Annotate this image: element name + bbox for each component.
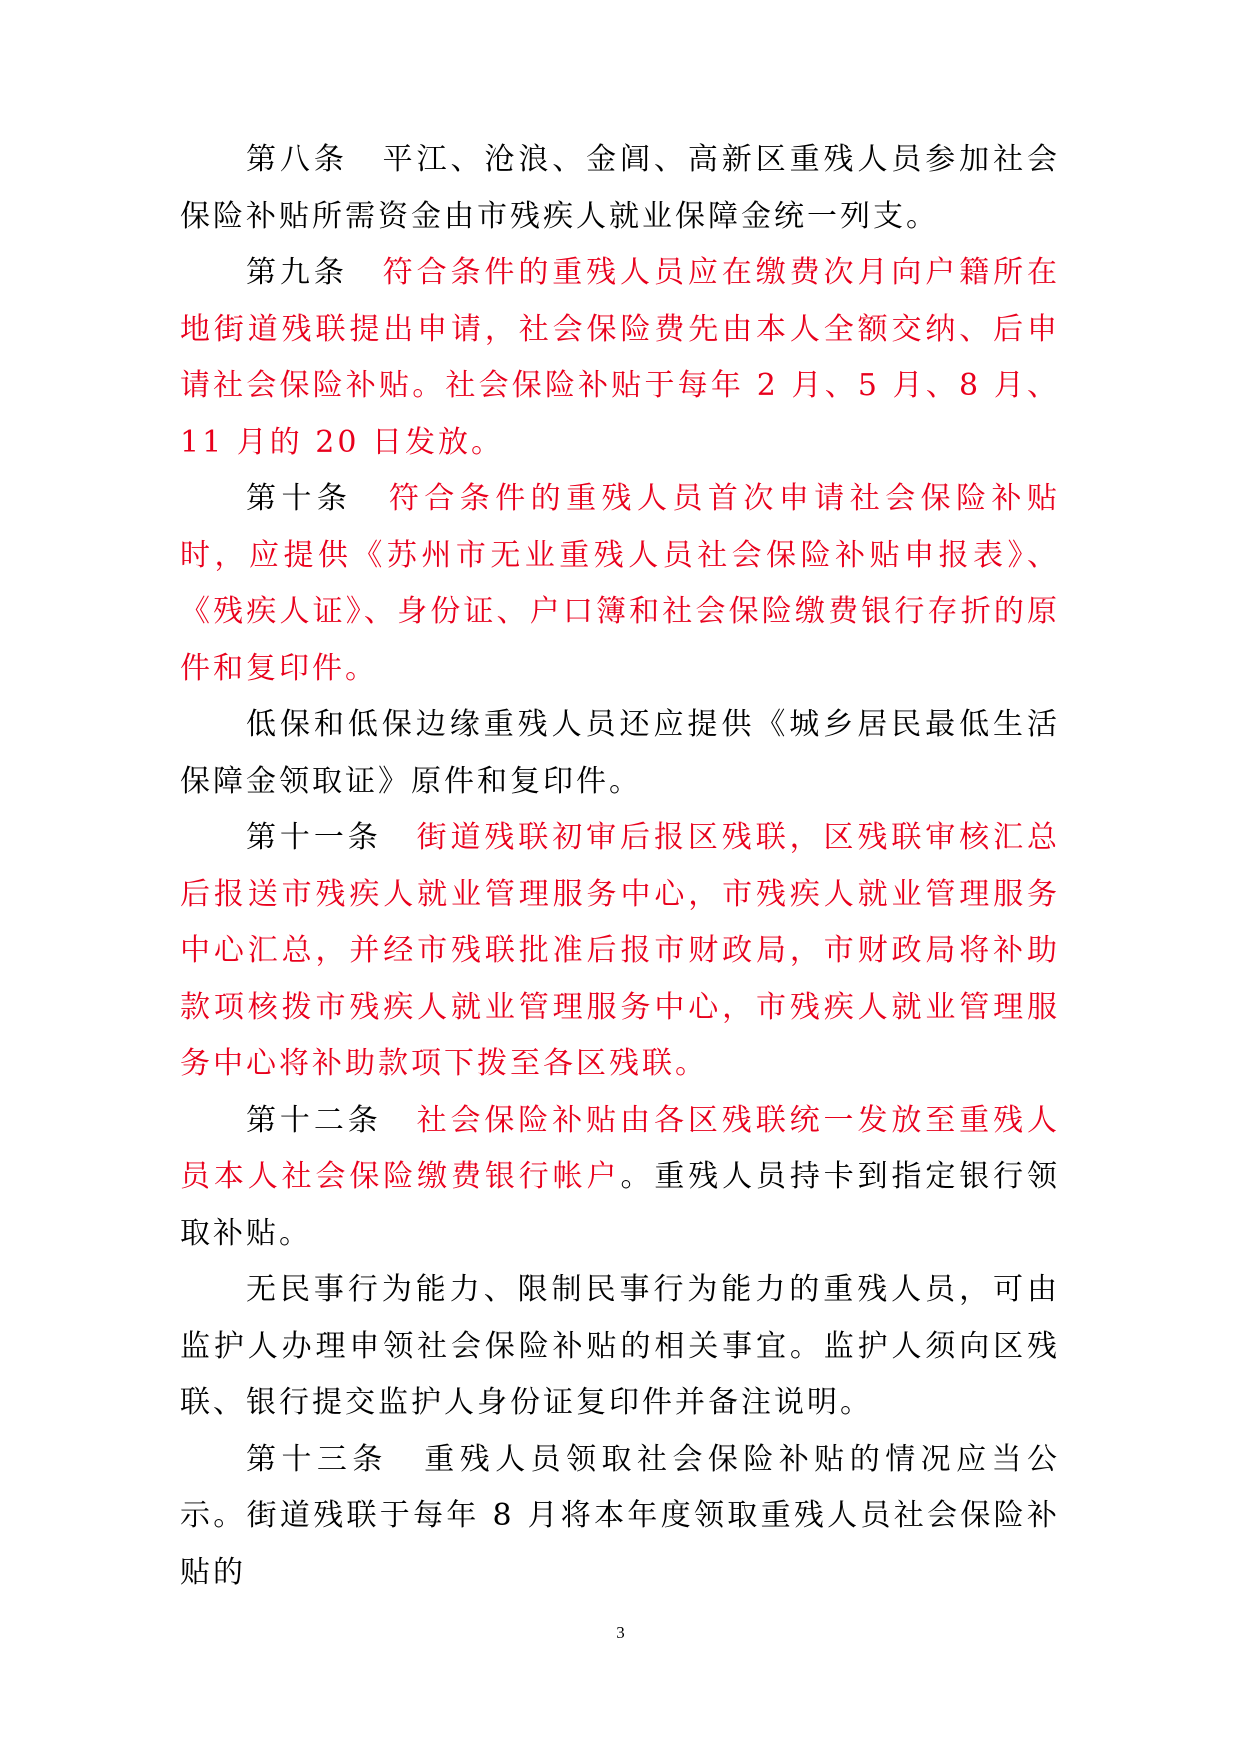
paragraph-text: 无民事行为能力、限制民事行为能力的重残人员，可由监护人办理申领社会保险补贴的相关事宜。监护人须向区残联、银行提交监护人身份证复印件并备注说明。 xyxy=(180,1272,1060,1420)
article-number: 第八条 xyxy=(246,142,348,177)
article-12-paragraph xyxy=(180,1093,1060,1263)
article-number: 第十条 xyxy=(246,481,353,516)
article-text-highlighted: 符合条件的重残人员应在缴费次月向户籍所在地街道残联提出申请，社会保险费先由本人全额交纳、后申请社会保险补贴。社会保险补贴于每年 2 月、5 月、8 月、11 月的 20 日发放。 xyxy=(180,255,1061,460)
article-number: 第十二条 xyxy=(246,1102,382,1138)
article-13-paragraph xyxy=(180,1432,1060,1602)
article-10-supplement-paragraph xyxy=(180,697,1060,810)
article-text-highlighted: 社会保险补贴由各区残联统一发放至重残人员本人社会保险缴费银行帐户 xyxy=(180,1102,1061,1194)
article-number: 第十一条 xyxy=(246,820,382,855)
article-number: 第九条 xyxy=(246,255,348,290)
article-9-paragraph xyxy=(180,245,1060,471)
article-11-paragraph xyxy=(180,810,1060,1093)
article-text: 平江、沧浪、金阊、高新区重残人员参加社会保险补贴所需资金由市残疾人就业保障金统一列支。 xyxy=(180,142,1061,234)
article-number: 第十三条 xyxy=(246,1441,388,1477)
article-text: 重残人员领取社会保险补贴的情况应当公示。街道残联于每年 8 月将本年度领取重残人员社会保险补贴的 xyxy=(180,1441,1061,1590)
document-body xyxy=(180,132,1060,1601)
article-text-highlighted: 符合条件的重残人员首次申请社会保险补贴时，应提供《苏州市无业重残人员社会保险补贴申报表》、《残疾人证》、身份证、户口簿和社会保险缴费银行存折的原件和复印件。 xyxy=(180,481,1061,686)
article-text-highlighted: 街道残联初审后报区残联，区残联审核汇总后报送市残疾人就业管理服务中心，市残疾人就业管理服务中心汇总，并经市残联批准后报市财政局，市财政局将补助款项核拨市残疾人就业管理服务中心，市残疾人就业管理服务中心将补助款项下拨至各区残联。 xyxy=(180,820,1061,1081)
article-8-paragraph xyxy=(180,132,1060,245)
page-number: 3 xyxy=(616,1623,625,1642)
article-10-paragraph xyxy=(180,471,1060,697)
paragraph-text: 低保和低保边缘重残人员还应提供《城乡居民最低生活保障金领取证》原件和复印件。 xyxy=(180,707,1060,799)
article-12-supplement-paragraph xyxy=(180,1262,1060,1432)
article-text: 。重残人员持卡到指定银行领取补贴。 xyxy=(180,1159,1061,1251)
